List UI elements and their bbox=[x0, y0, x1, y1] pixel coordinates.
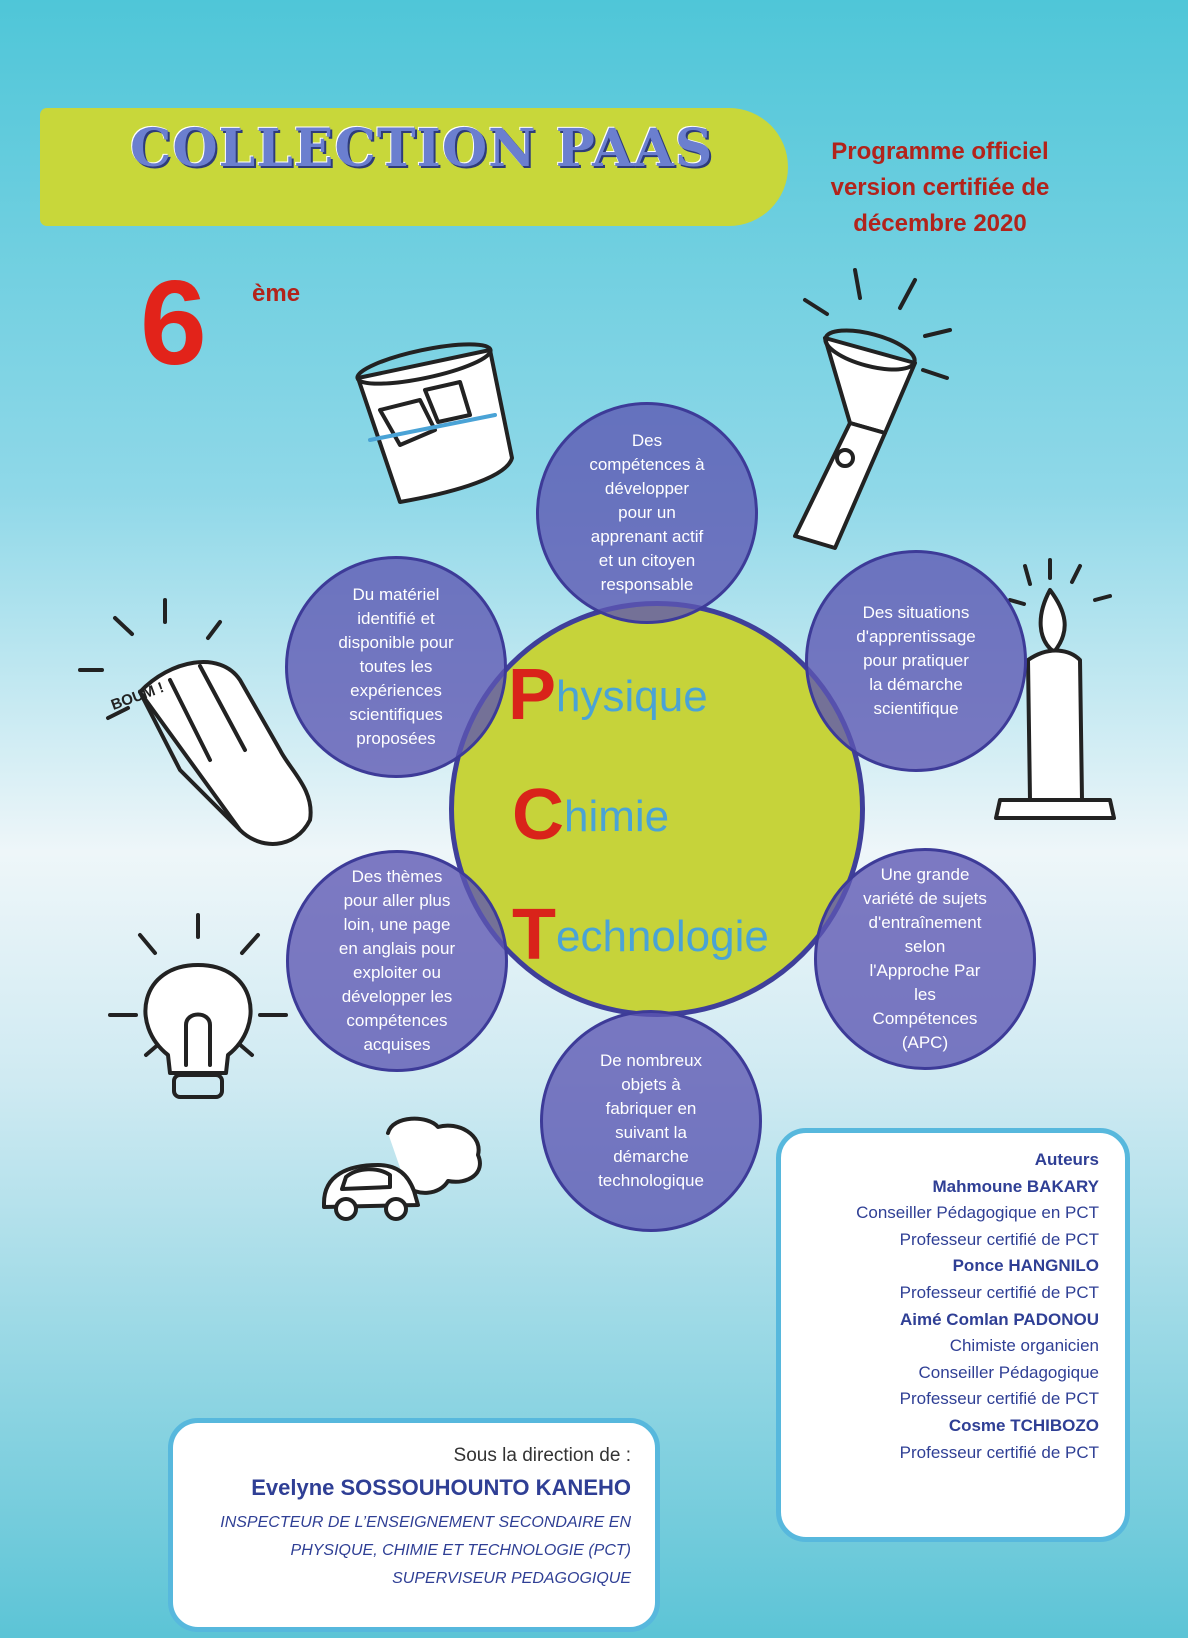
lightbulb-icon bbox=[110, 915, 290, 1105]
author-name: Mahmoune BAKARY bbox=[932, 1176, 1099, 1196]
author-name: Cosme TCHIBOZO bbox=[948, 1415, 1099, 1435]
satellite-text: Du matériel identifié et disponible pour toutes les expériences scientifiques proposées bbox=[338, 585, 454, 748]
author-role: Professeur certifié de PCT bbox=[899, 1442, 1099, 1462]
grade-suffix: ème bbox=[252, 280, 301, 307]
program-note-line: version certifiée de bbox=[830, 174, 1050, 201]
author-name: Aimé Comlan PADONOU bbox=[900, 1309, 1099, 1329]
grade-number: 6 bbox=[140, 256, 207, 390]
direction-box bbox=[168, 1418, 660, 1632]
director-title-line: SUPERVISEUR PEDAGOGIQUE bbox=[392, 1570, 631, 1587]
satellite-themes bbox=[286, 850, 508, 1072]
satellite-text: Des thèmes pour aller plus loin, une page en anglais pour exploiter ou développer les compétences acquises bbox=[338, 867, 456, 1054]
pct-letter-t: T bbox=[512, 895, 556, 975]
author-role: Professeur certifié de PCT bbox=[899, 1389, 1099, 1409]
candle-icon bbox=[1010, 560, 1160, 840]
satellite-sujets bbox=[814, 848, 1036, 1070]
authors-heading: Auteurs bbox=[1034, 1150, 1099, 1169]
pct-letter-c: C bbox=[512, 775, 564, 855]
pct-word-chimie bbox=[512, 774, 669, 856]
pct-word-rest: hysique bbox=[556, 672, 708, 721]
pct-word-rest: echnologie bbox=[555, 912, 769, 961]
director-name: Evelyne SOSSOUHOUNTO KANEHO bbox=[251, 1475, 631, 1500]
pct-word-technologie bbox=[512, 894, 769, 976]
program-note-line: Programme officiel bbox=[831, 138, 1049, 165]
author-role: Professeur certifié de PCT bbox=[899, 1282, 1099, 1302]
author-role: Conseiller Pédagogique bbox=[918, 1362, 1099, 1382]
author-role: Conseiller Pédagogique en PCT bbox=[856, 1203, 1099, 1223]
glass-icon bbox=[340, 330, 530, 520]
satellite-objets bbox=[540, 1010, 762, 1232]
author-name: Ponce HANGNILO bbox=[952, 1256, 1099, 1276]
car-icon bbox=[318, 1115, 488, 1230]
satellite-text: Une grande variété de sujets d'entraînement selon l'Approche Par les Compétences (APC) bbox=[863, 865, 987, 1052]
pct-letter-p: P bbox=[508, 655, 557, 735]
drum-sound-label: BOUM ! bbox=[108, 679, 167, 714]
satellite-text: De nombreux objets à fabriquer en suivant la démarche technologique bbox=[598, 1051, 704, 1190]
author-role: Chimiste organicien bbox=[949, 1336, 1099, 1356]
satellite-situations bbox=[805, 550, 1027, 772]
collection-title: COLLECTION PAAS bbox=[130, 118, 714, 179]
satellite-competences bbox=[536, 402, 758, 624]
satellite-text: Des compétences à développer pour un apprenant actif et un citoyen responsable bbox=[589, 431, 705, 594]
author-role: Professeur certifié de PCT bbox=[899, 1229, 1099, 1249]
flashlight-icon bbox=[765, 258, 975, 578]
program-note-line: décembre 2020 bbox=[853, 210, 1027, 237]
director-title-line: INSPECTEUR DE L’ENSEIGNEMENT SECONDAIRE EN bbox=[220, 1514, 631, 1531]
satellite-text: Des situations d'apprentissage pour pratiquer la démarche scientifique bbox=[856, 603, 976, 718]
pct-word-rest: himie bbox=[564, 792, 670, 841]
satellite-materiel bbox=[285, 556, 507, 778]
direction-label: Sous la direction de : bbox=[453, 1445, 631, 1466]
pct-word-physique bbox=[508, 654, 708, 736]
authors-box bbox=[776, 1128, 1130, 1542]
program-note bbox=[800, 134, 1080, 242]
director-title-line: PHYSIQUE, CHIMIE ET TECHNOLOGIE (PCT) bbox=[290, 1542, 631, 1559]
